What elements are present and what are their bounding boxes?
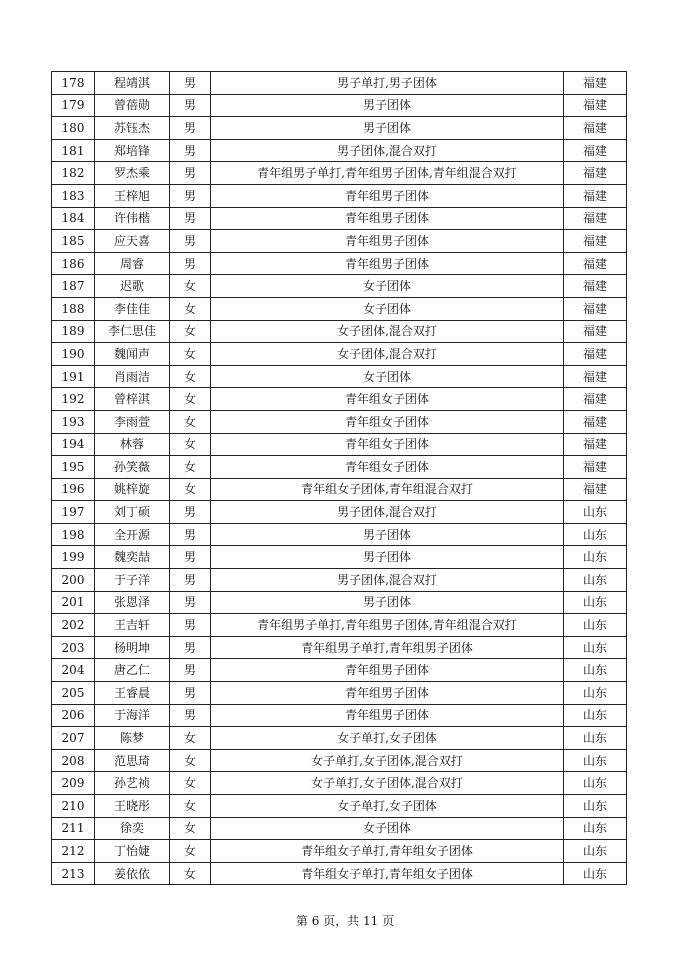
athlete-name: 全开源 — [95, 523, 170, 546]
athlete-sex: 女 — [170, 772, 211, 795]
row-number: 206 — [52, 704, 95, 727]
row-number: 204 — [52, 659, 95, 682]
table-row — [52, 727, 627, 750]
athlete-name: 应天喜 — [95, 230, 170, 253]
table-row — [52, 230, 627, 253]
table-row — [52, 862, 627, 885]
athlete-sex: 男 — [170, 72, 211, 95]
athlete-name: 于海洋 — [95, 704, 170, 727]
athlete-name: 曾蓓勋 — [95, 94, 170, 117]
athlete-sex: 女 — [170, 749, 211, 772]
athlete-sex: 男 — [170, 117, 211, 140]
athlete-province: 福建 — [564, 230, 627, 253]
athlete-province: 山东 — [564, 546, 627, 569]
row-number: 184 — [52, 207, 95, 230]
athlete-province: 山东 — [564, 727, 627, 750]
athlete-events: 青年组女子单打,青年组女子团体 — [211, 862, 564, 885]
row-number: 198 — [52, 523, 95, 546]
athlete-name: 王吉轩 — [95, 614, 170, 637]
athlete-province: 山东 — [564, 523, 627, 546]
table-row — [52, 320, 627, 343]
table-row — [52, 636, 627, 659]
row-number: 200 — [52, 569, 95, 592]
athlete-name: 王睿晨 — [95, 682, 170, 705]
athlete-name: 许伟楷 — [95, 207, 170, 230]
athlete-sex: 男 — [170, 704, 211, 727]
table-row — [52, 546, 627, 569]
athlete-sex: 女 — [170, 840, 211, 863]
athlete-events: 女子单打,女子团体,混合双打 — [211, 772, 564, 795]
row-number: 178 — [52, 72, 95, 95]
athlete-events: 女子单打,女子团体,混合双打 — [211, 749, 564, 772]
athlete-name: 徐奕 — [95, 817, 170, 840]
athlete-events: 青年组男子团体 — [211, 704, 564, 727]
athlete-province: 福建 — [564, 252, 627, 275]
athlete-sex: 女 — [170, 456, 211, 479]
athlete-province: 福建 — [564, 343, 627, 366]
athlete-name: 肖雨洁 — [95, 365, 170, 388]
row-number: 211 — [52, 817, 95, 840]
table-row — [52, 501, 627, 524]
athlete-events: 女子团体 — [211, 817, 564, 840]
athlete-sex: 男 — [170, 207, 211, 230]
athlete-events: 女子团体 — [211, 297, 564, 320]
athlete-province: 山东 — [564, 659, 627, 682]
athlete-name: 杨明坤 — [95, 636, 170, 659]
athlete-events: 男子团体,混合双打 — [211, 501, 564, 524]
athlete-province: 福建 — [564, 94, 627, 117]
athlete-province: 福建 — [564, 184, 627, 207]
athlete-events: 男子团体,混合双打 — [211, 139, 564, 162]
athlete-name: 姜依依 — [95, 862, 170, 885]
athlete-province: 福建 — [564, 297, 627, 320]
athlete-name: 陈梦 — [95, 727, 170, 750]
athlete-province: 福建 — [564, 388, 627, 411]
athlete-sex: 男 — [170, 523, 211, 546]
athlete-province: 福建 — [564, 478, 627, 501]
athlete-sex: 女 — [170, 862, 211, 885]
athlete-name: 罗杰乘 — [95, 162, 170, 185]
athlete-name: 王梓旭 — [95, 184, 170, 207]
athlete-sex: 女 — [170, 795, 211, 818]
athlete-events: 女子单打,女子团体 — [211, 727, 564, 750]
table-row — [52, 682, 627, 705]
athlete-name: 李仁思佳 — [95, 320, 170, 343]
athlete-sex: 男 — [170, 252, 211, 275]
row-number: 187 — [52, 275, 95, 298]
athlete-name: 孙笑薇 — [95, 456, 170, 479]
athlete-name: 唐乙仁 — [95, 659, 170, 682]
row-number: 196 — [52, 478, 95, 501]
athlete-sex: 女 — [170, 297, 211, 320]
athlete-events: 女子团体 — [211, 365, 564, 388]
athlete-name: 迟歌 — [95, 275, 170, 298]
table-row — [52, 365, 627, 388]
row-number: 207 — [52, 727, 95, 750]
athlete-name: 于子洋 — [95, 569, 170, 592]
row-number: 186 — [52, 252, 95, 275]
athlete-sex: 女 — [170, 388, 211, 411]
row-number: 179 — [52, 94, 95, 117]
athlete-events: 青年组女子团体,青年组混合双打 — [211, 478, 564, 501]
athlete-sex: 女 — [170, 320, 211, 343]
row-number: 190 — [52, 343, 95, 366]
athlete-sex: 男 — [170, 162, 211, 185]
athlete-name: 姚梓旋 — [95, 478, 170, 501]
row-number: 180 — [52, 117, 95, 140]
page-footer: 第 6 页，共 11 页 — [295, 914, 395, 928]
athlete-events: 男子团体 — [211, 591, 564, 614]
row-number: 192 — [52, 388, 95, 411]
athlete-sex: 男 — [170, 94, 211, 117]
athlete-province: 福建 — [564, 139, 627, 162]
row-number: 189 — [52, 320, 95, 343]
athlete-province: 山东 — [564, 614, 627, 637]
athlete-sex: 女 — [170, 343, 211, 366]
athlete-province: 山东 — [564, 704, 627, 727]
athlete-province: 山东 — [564, 636, 627, 659]
athlete-province: 山东 — [564, 749, 627, 772]
athlete-events: 青年组男子团体 — [211, 184, 564, 207]
athlete-events: 男子团体 — [211, 117, 564, 140]
table-row — [52, 614, 627, 637]
row-number: 183 — [52, 184, 95, 207]
row-number: 181 — [52, 139, 95, 162]
table-row — [52, 72, 627, 95]
athlete-sex: 男 — [170, 591, 211, 614]
athlete-province: 福建 — [564, 410, 627, 433]
roster-body — [52, 72, 627, 885]
athlete-events: 青年组女子团体 — [211, 433, 564, 456]
row-number: 203 — [52, 636, 95, 659]
athlete-sex: 男 — [170, 614, 211, 637]
athlete-name: 孙艺祯 — [95, 772, 170, 795]
table-row — [52, 410, 627, 433]
athlete-events: 男子单打,男子团体 — [211, 72, 564, 95]
athlete-sex: 男 — [170, 569, 211, 592]
row-number: 209 — [52, 772, 95, 795]
athlete-name: 魏闻声 — [95, 343, 170, 366]
row-number: 185 — [52, 230, 95, 253]
athlete-sex: 男 — [170, 659, 211, 682]
athlete-sex: 女 — [170, 478, 211, 501]
table-row — [52, 117, 627, 140]
athlete-name: 张恩泽 — [95, 591, 170, 614]
athlete-province: 山东 — [564, 591, 627, 614]
table-row — [52, 252, 627, 275]
athlete-name: 王晓彤 — [95, 795, 170, 818]
athlete-events: 青年组男子团体 — [211, 252, 564, 275]
row-number: 195 — [52, 456, 95, 479]
athlete-sex: 男 — [170, 184, 211, 207]
row-number: 202 — [52, 614, 95, 637]
row-number: 197 — [52, 501, 95, 524]
table-row — [52, 388, 627, 411]
table-row — [52, 94, 627, 117]
table-row — [52, 162, 627, 185]
athlete-events: 男子团体 — [211, 94, 564, 117]
athlete-province: 山东 — [564, 862, 627, 885]
athlete-sex: 女 — [170, 817, 211, 840]
athlete-name: 丁怡婕 — [95, 840, 170, 863]
row-number: 194 — [52, 433, 95, 456]
athlete-events: 青年组男子团体 — [211, 659, 564, 682]
athlete-province: 福建 — [564, 207, 627, 230]
athlete-events: 女子团体,混合双打 — [211, 320, 564, 343]
athlete-name: 范思琦 — [95, 749, 170, 772]
table-row — [52, 184, 627, 207]
athlete-events: 青年组男子团体 — [211, 230, 564, 253]
athlete-province: 山东 — [564, 501, 627, 524]
table-row — [52, 433, 627, 456]
athlete-sex: 女 — [170, 727, 211, 750]
athlete-events: 青年组男子单打,青年组男子团体,青年组混合双打 — [211, 614, 564, 637]
table-row — [52, 569, 627, 592]
athlete-province: 福建 — [564, 275, 627, 298]
athlete-events: 青年组女子团体 — [211, 456, 564, 479]
table-row — [52, 840, 627, 863]
athlete-province: 山东 — [564, 569, 627, 592]
athlete-events: 青年组男子团体 — [211, 682, 564, 705]
row-number: 210 — [52, 795, 95, 818]
athlete-events: 男子团体 — [211, 546, 564, 569]
table-row — [52, 478, 627, 501]
table-row — [52, 297, 627, 320]
table-row — [52, 207, 627, 230]
row-number: 205 — [52, 682, 95, 705]
athlete-sex: 男 — [170, 230, 211, 253]
athlete-sex: 女 — [170, 365, 211, 388]
athlete-province: 福建 — [564, 433, 627, 456]
athlete-name: 李雨萱 — [95, 410, 170, 433]
table-row — [52, 795, 627, 818]
athlete-province: 福建 — [564, 72, 627, 95]
athlete-events: 青年组男子单打,青年组男子团体,青年组混合双打 — [211, 162, 564, 185]
athlete-name: 李佳佳 — [95, 297, 170, 320]
athlete-events: 男子团体 — [211, 523, 564, 546]
athlete-sex: 男 — [170, 139, 211, 162]
athlete-name: 林蓉 — [95, 433, 170, 456]
athlete-name: 曾梓淇 — [95, 388, 170, 411]
athlete-name: 郑培锋 — [95, 139, 170, 162]
table-row — [52, 704, 627, 727]
row-number: 201 — [52, 591, 95, 614]
athlete-province: 福建 — [564, 320, 627, 343]
athlete-province: 福建 — [564, 162, 627, 185]
roster-table — [51, 71, 627, 885]
athlete-events: 青年组女子团体 — [211, 410, 564, 433]
athlete-events: 青年组男子团体 — [211, 207, 564, 230]
athlete-province: 山东 — [564, 772, 627, 795]
table-row — [52, 772, 627, 795]
row-number: 212 — [52, 840, 95, 863]
athlete-sex: 女 — [170, 433, 211, 456]
athlete-events: 女子团体 — [211, 275, 564, 298]
athlete-province: 山东 — [564, 682, 627, 705]
athlete-province: 福建 — [564, 456, 627, 479]
row-number: 213 — [52, 862, 95, 885]
athlete-province: 山东 — [564, 817, 627, 840]
athlete-sex: 男 — [170, 546, 211, 569]
row-number: 208 — [52, 749, 95, 772]
athlete-name: 苏钰杰 — [95, 117, 170, 140]
athlete-events: 青年组女子单打,青年组女子团体 — [211, 840, 564, 863]
row-number: 188 — [52, 297, 95, 320]
table-row — [52, 343, 627, 366]
athlete-sex: 女 — [170, 410, 211, 433]
athlete-sex: 男 — [170, 501, 211, 524]
athlete-name: 周睿 — [95, 252, 170, 275]
row-number: 199 — [52, 546, 95, 569]
row-number: 182 — [52, 162, 95, 185]
athlete-events: 男子团体,混合双打 — [211, 569, 564, 592]
athlete-sex: 女 — [170, 275, 211, 298]
athlete-name: 魏奕喆 — [95, 546, 170, 569]
athlete-events: 女子团体,混合双打 — [211, 343, 564, 366]
athlete-name: 程靖淇 — [95, 72, 170, 95]
table-row — [52, 139, 627, 162]
athlete-province: 福建 — [564, 117, 627, 140]
table-row — [52, 591, 627, 614]
athlete-sex: 男 — [170, 636, 211, 659]
athlete-name: 刘丁硕 — [95, 501, 170, 524]
athlete-events: 青年组男子单打,青年组男子团体 — [211, 636, 564, 659]
table-row — [52, 523, 627, 546]
table-row — [52, 817, 627, 840]
athlete-province: 山东 — [564, 840, 627, 863]
athlete-sex: 男 — [170, 682, 211, 705]
athlete-events: 青年组女子团体 — [211, 388, 564, 411]
row-number: 191 — [52, 365, 95, 388]
table-row — [52, 456, 627, 479]
athlete-province: 山东 — [564, 795, 627, 818]
table-row — [52, 749, 627, 772]
row-number: 193 — [52, 410, 95, 433]
athlete-province: 福建 — [564, 365, 627, 388]
table-row — [52, 659, 627, 682]
table-row — [52, 275, 627, 298]
athlete-events: 女子单打,女子团体 — [211, 795, 564, 818]
